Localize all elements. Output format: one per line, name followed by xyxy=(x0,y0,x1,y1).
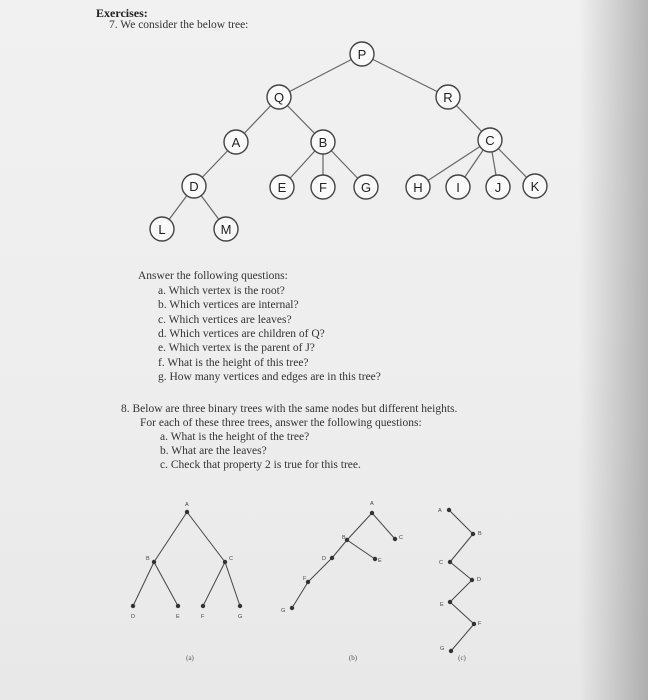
node-label: F xyxy=(319,180,327,195)
tree-node-dot xyxy=(152,560,156,564)
tree-node-r xyxy=(436,85,460,109)
tree-a-caption: (a) xyxy=(186,654,194,662)
tree-edge xyxy=(203,562,225,606)
node-label: G xyxy=(440,646,445,652)
node-label: F xyxy=(303,576,307,582)
tree-node-dot xyxy=(447,508,451,512)
node-label: R xyxy=(443,90,453,105)
tree-node-c xyxy=(478,128,502,152)
tree-edge xyxy=(450,580,472,602)
q7-item-d: d. Which vertices are children of Q? xyxy=(158,328,325,340)
node-label: C xyxy=(399,535,403,541)
tree-node-k xyxy=(523,174,547,198)
node-label: I xyxy=(456,180,460,195)
q8-item-a: a. What is the height of the tree? xyxy=(160,431,310,443)
binary-tree-b xyxy=(281,501,403,662)
node-label: E xyxy=(378,558,382,564)
q7-prompt: Answer the following questions: xyxy=(138,270,288,282)
tree-c-caption: (c) xyxy=(458,654,466,662)
node-label: M xyxy=(220,222,232,237)
tree-node-dot xyxy=(470,578,474,582)
tree-node-dot xyxy=(201,604,205,608)
tree-node-d xyxy=(182,174,206,198)
node-label: E xyxy=(440,602,444,608)
tree-node-b xyxy=(311,130,335,154)
node-label: D xyxy=(189,179,199,194)
node-label: D xyxy=(322,556,326,562)
tree-node-f xyxy=(311,175,335,199)
tree-edge xyxy=(362,54,448,97)
tree-node-j xyxy=(486,175,510,199)
q8-line1: 8. Below are three binary trees with the same nodes but different heights. xyxy=(121,403,458,415)
tree-node-dot xyxy=(471,532,475,536)
tree-edge xyxy=(347,513,372,540)
tree-edge xyxy=(154,512,187,562)
node-label: C xyxy=(485,133,495,148)
node-label: P xyxy=(357,47,367,62)
tree-edge xyxy=(449,510,473,534)
tree-node-dot xyxy=(185,510,189,514)
node-label: F xyxy=(478,621,482,627)
tree-node-dot xyxy=(306,580,310,584)
tree-edge xyxy=(450,534,473,562)
tree-edge xyxy=(372,513,395,539)
tree-node-g xyxy=(354,175,378,199)
q7-item-f: f. What is the height of this tree? xyxy=(158,357,309,369)
tree-edge xyxy=(292,582,308,608)
node-label: B xyxy=(146,556,150,562)
tree-edge xyxy=(450,602,474,624)
node-label: L xyxy=(158,222,166,237)
q7-item-g: g. How many vertices and edges are in this tree? xyxy=(158,371,381,383)
node-label: D xyxy=(131,614,135,620)
tree-edge xyxy=(308,558,332,582)
node-label: A xyxy=(438,508,442,514)
q7-item-a: a. Which vertex is the root? xyxy=(158,285,285,297)
node-label: E xyxy=(176,614,180,620)
tree-edge xyxy=(133,562,154,606)
q8-binary-trees xyxy=(0,490,648,680)
node-label: H xyxy=(413,180,423,195)
exercises-heading: Exercises: xyxy=(96,6,148,20)
node-label: B xyxy=(478,531,482,537)
tree-node-l xyxy=(150,217,174,241)
node-label: A xyxy=(231,135,241,150)
node-label: F xyxy=(201,614,205,620)
node-label: J xyxy=(494,180,502,195)
tree-node-dot xyxy=(330,556,334,560)
tree-node-dot xyxy=(223,560,227,564)
q7-item-e: e. Which vertex is the parent of J? xyxy=(158,342,315,354)
q7-item-c: c. Which vertices are leaves? xyxy=(158,314,292,326)
q7-tree-diagram xyxy=(0,0,648,270)
tree-node-dot xyxy=(448,560,452,564)
tree-edge xyxy=(450,562,472,580)
tree-node-h xyxy=(406,175,430,199)
node-label: G xyxy=(238,614,243,620)
tree-node-dot xyxy=(472,622,476,626)
tree-edge xyxy=(225,562,240,606)
node-label: C xyxy=(439,560,443,566)
binary-tree-a xyxy=(131,502,242,662)
tree-node-dot xyxy=(238,604,242,608)
tree-b-caption: (b) xyxy=(348,654,358,662)
node-label: C xyxy=(229,556,233,562)
tree-edge xyxy=(279,54,362,97)
tree-node-dot xyxy=(373,557,377,561)
tree-node-m xyxy=(214,217,238,241)
q7-item-b: b. Which vertices are internal? xyxy=(158,299,299,311)
node-label: K xyxy=(530,179,540,194)
q8-item-b: b. What are the leaves? xyxy=(160,445,267,457)
tree-node-dot xyxy=(176,604,180,608)
tree-node-dot xyxy=(393,537,397,541)
node-label: A xyxy=(370,501,374,507)
node-label: E xyxy=(277,180,287,195)
tree-node-i xyxy=(446,175,470,199)
node-label: G xyxy=(360,180,372,195)
node-label: B xyxy=(342,535,346,541)
q8-item-c: c. Check that property 2 is true for this tree. xyxy=(160,459,361,471)
node-label: D xyxy=(477,577,481,583)
tree-edge xyxy=(187,512,225,562)
tree-node-dot xyxy=(448,600,452,604)
tree-node-a xyxy=(224,130,248,154)
q7-intro: 7. We consider the below tree: xyxy=(109,19,249,31)
tree-edge xyxy=(451,624,474,651)
tree-node-dot xyxy=(290,606,294,610)
node-label: B xyxy=(318,135,328,150)
tree-node-dot xyxy=(449,649,453,653)
tree-edge xyxy=(154,562,178,606)
tree-node-dot xyxy=(131,604,135,608)
tree-edge xyxy=(332,540,347,558)
tree-edge xyxy=(347,540,375,559)
q8-line2: For each of these three trees, answer the following questions: xyxy=(140,417,422,429)
tree-node-p xyxy=(350,42,374,66)
node-label: G xyxy=(281,608,286,614)
tree-node-q xyxy=(267,85,291,109)
tree-node-dot xyxy=(370,511,374,515)
tree-node-e xyxy=(270,175,294,199)
node-label: A xyxy=(185,502,189,508)
binary-tree-c xyxy=(438,508,482,662)
node-label: Q xyxy=(273,90,285,105)
